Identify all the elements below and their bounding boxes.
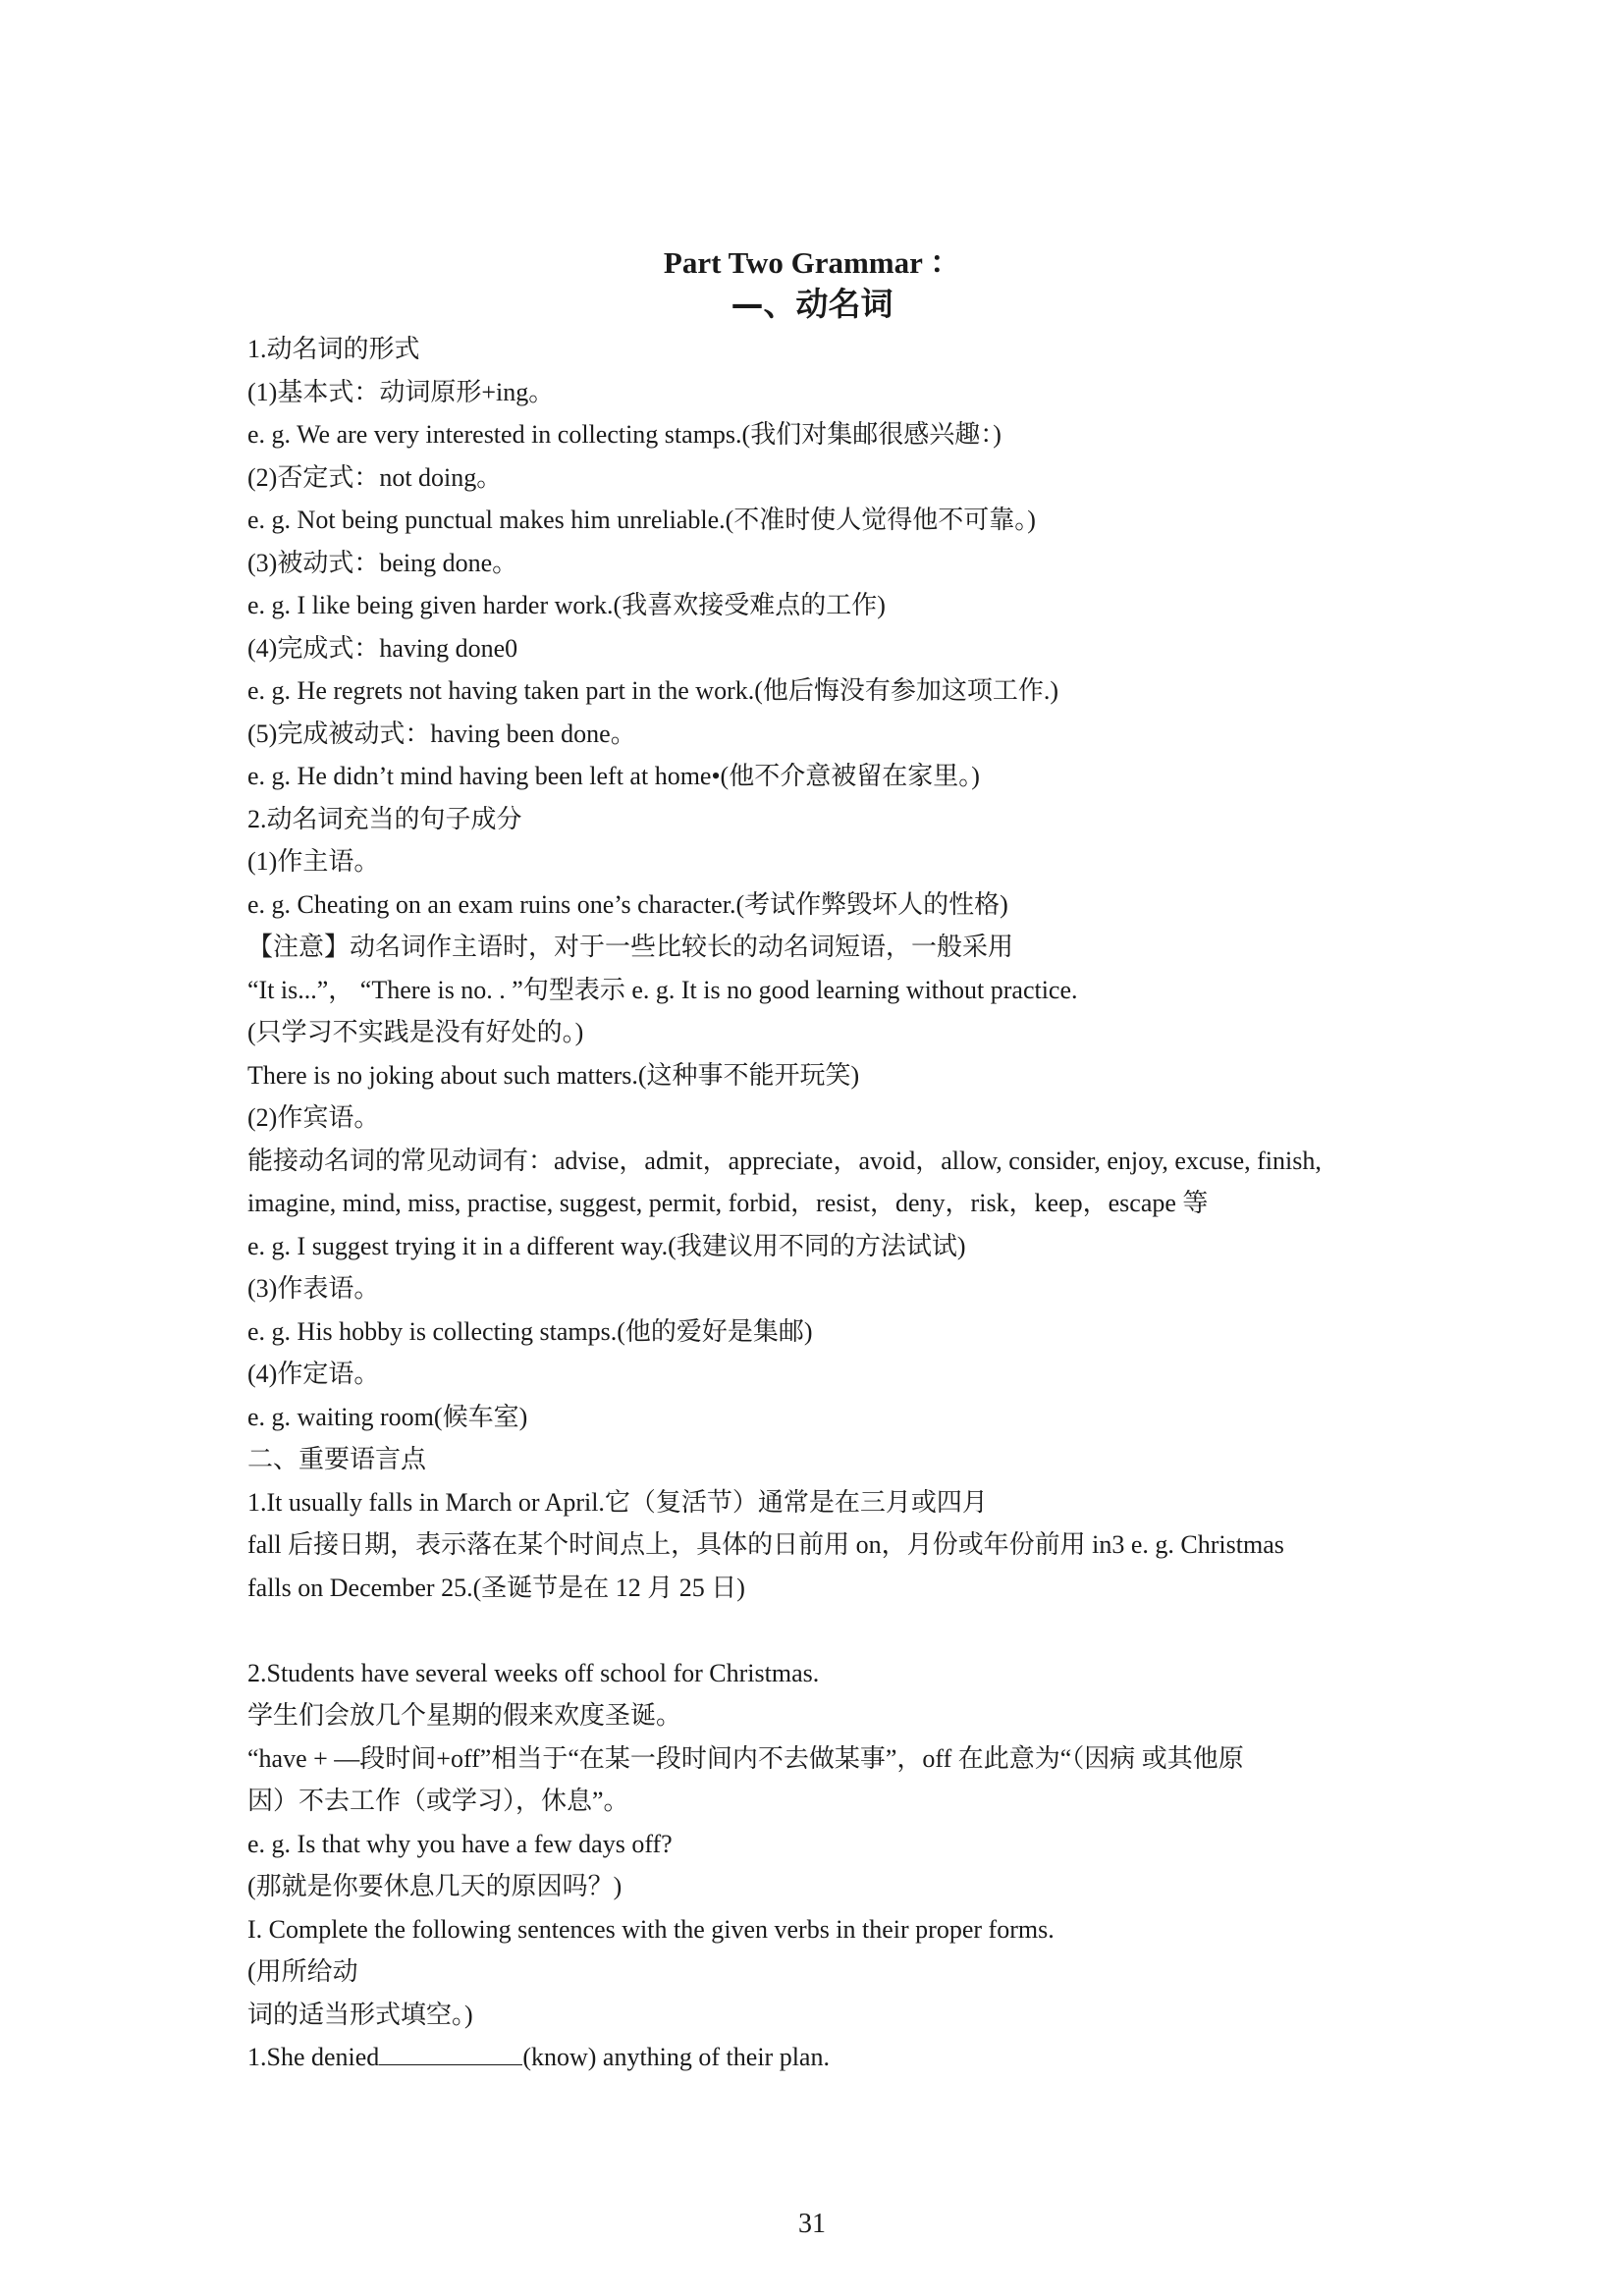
blank-line — [247, 1609, 1406, 1652]
page-number: 31 — [798, 2209, 826, 2239]
text-line: fall 后接日期，表示落在某个时间点上，具体的日前用 on，月份或年份前用 in3 e. g. Christmas — [247, 1530, 1284, 1559]
text-line: (3)被动式：being done。 — [247, 548, 518, 577]
text-line: imagine, mind, miss, practise, suggest, permit, forbid，resist，deny，risk，keep，escape 等 — [247, 1189, 1209, 1217]
section-heading: —、动名词 — [731, 285, 893, 323]
text-line: (1)基本式：动词原形+ing。 — [247, 377, 555, 406]
text-line: 学生们会放几个星期的假来欢度圣诞。 — [247, 1701, 682, 1730]
text-line: e. g. Cheating on an exam ruins one’s character.(考试作弊毁坏人的性格) — [247, 889, 1008, 919]
text-line: (3)作表语。 — [247, 1274, 380, 1303]
page-title: Part Two Grammar ： — [663, 245, 961, 280]
text-line: e. g. We are very interested in collecting stamps.(我们对集邮很感兴趣：) — [247, 420, 1001, 449]
text-line: (用所给动 — [247, 1957, 358, 1986]
text-line: e. g. I like being given harder work.(我喜欢接受难点的工作) — [247, 591, 886, 619]
text-line: (4)完成式：having done0 — [247, 633, 518, 663]
text-line: e. g. Not being punctual makes him unreliable.(不准时使人觉得他不可靠。) — [247, 506, 1036, 534]
text-line: (2)否定式：not doing。 — [247, 462, 503, 492]
text-line: 1.It usually falls in March or April.它（复活节）通常是在三月或四月 — [247, 1487, 988, 1517]
exercise-suffix: (know) anything of their plan. — [522, 2043, 830, 2071]
text-line: e. g. Is that why you have a few days off? — [247, 1829, 673, 1858]
note-line: 【注意】动名词作主语时，对于一些比较长的动名词短语，一般采用 — [247, 933, 1014, 961]
text-line: 能接动名词的常见动词有：advise，admit，appreciate，avoid，allow, consider, enjoy, excuse, finish, — [247, 1146, 1322, 1175]
text-line: (2)作宾语。 — [247, 1103, 380, 1132]
exercise-item — [247, 2036, 1406, 2079]
exercise-prefix: 1.She denied — [247, 2043, 380, 2071]
text-line: e. g. His hobby is collecting stamps.(他的爱好是集邮) — [247, 1316, 813, 1346]
text-line: 词的适当形式填空。) — [247, 2000, 473, 2029]
text-line: e. g. He regrets not having taken part in the work.(他后悔没有参加这项工作.) — [247, 676, 1059, 705]
section-heading-2: 二、重要语言点 — [247, 1445, 427, 1473]
text-line: (4)作定语。 — [247, 1360, 380, 1388]
text-line: (只学习不实践是没有好处的。) — [247, 1018, 584, 1046]
text-line: e. g. waiting room(候车室) — [247, 1402, 528, 1431]
body-text — [247, 328, 1406, 2079]
text-line: 因）不去工作（或学习），休息”。 — [247, 1787, 629, 1815]
text-line: e. g. I suggest trying it in a different way.(我建议用不同的方法试试) — [247, 1231, 966, 1260]
text-line: (那就是你要休息几天的原因吗？) — [247, 1872, 623, 1900]
text-line: e. g. He didn’t mind having been left at home•(他不介意被留在家里。) — [247, 762, 980, 790]
text-line: falls on December 25.(圣诞节是在 12 月 25 日) — [247, 1573, 745, 1602]
exercise-instruction: I. Complete the following sentences with the given verbs in their proper forms. — [247, 1914, 1055, 1944]
answer-blank[interactable] — [379, 2039, 522, 2065]
text-line: “have + —段时间+off”相当于“在某一段时间内不去做某事”，off 在此意为“（因病 或其他原 — [247, 1743, 1244, 1773]
text-line: (5)完成被动式：having been done。 — [247, 719, 636, 748]
text-line: (1)作主语。 — [247, 847, 380, 876]
text-line: There is no joking about such matters.(这种事不能开玩笑) — [247, 1060, 860, 1090]
text-line: “It is...”， “There is no. . ”句型表示 e. g. It is no good learning without practice. — [247, 975, 1078, 1004]
text-line: 2.动名词充当的句子成分 — [247, 804, 522, 833]
text-line: 1.动名词的形式 — [247, 335, 420, 363]
text-line: 2.Students have several weeks off school for Christmas. — [247, 1658, 820, 1687]
